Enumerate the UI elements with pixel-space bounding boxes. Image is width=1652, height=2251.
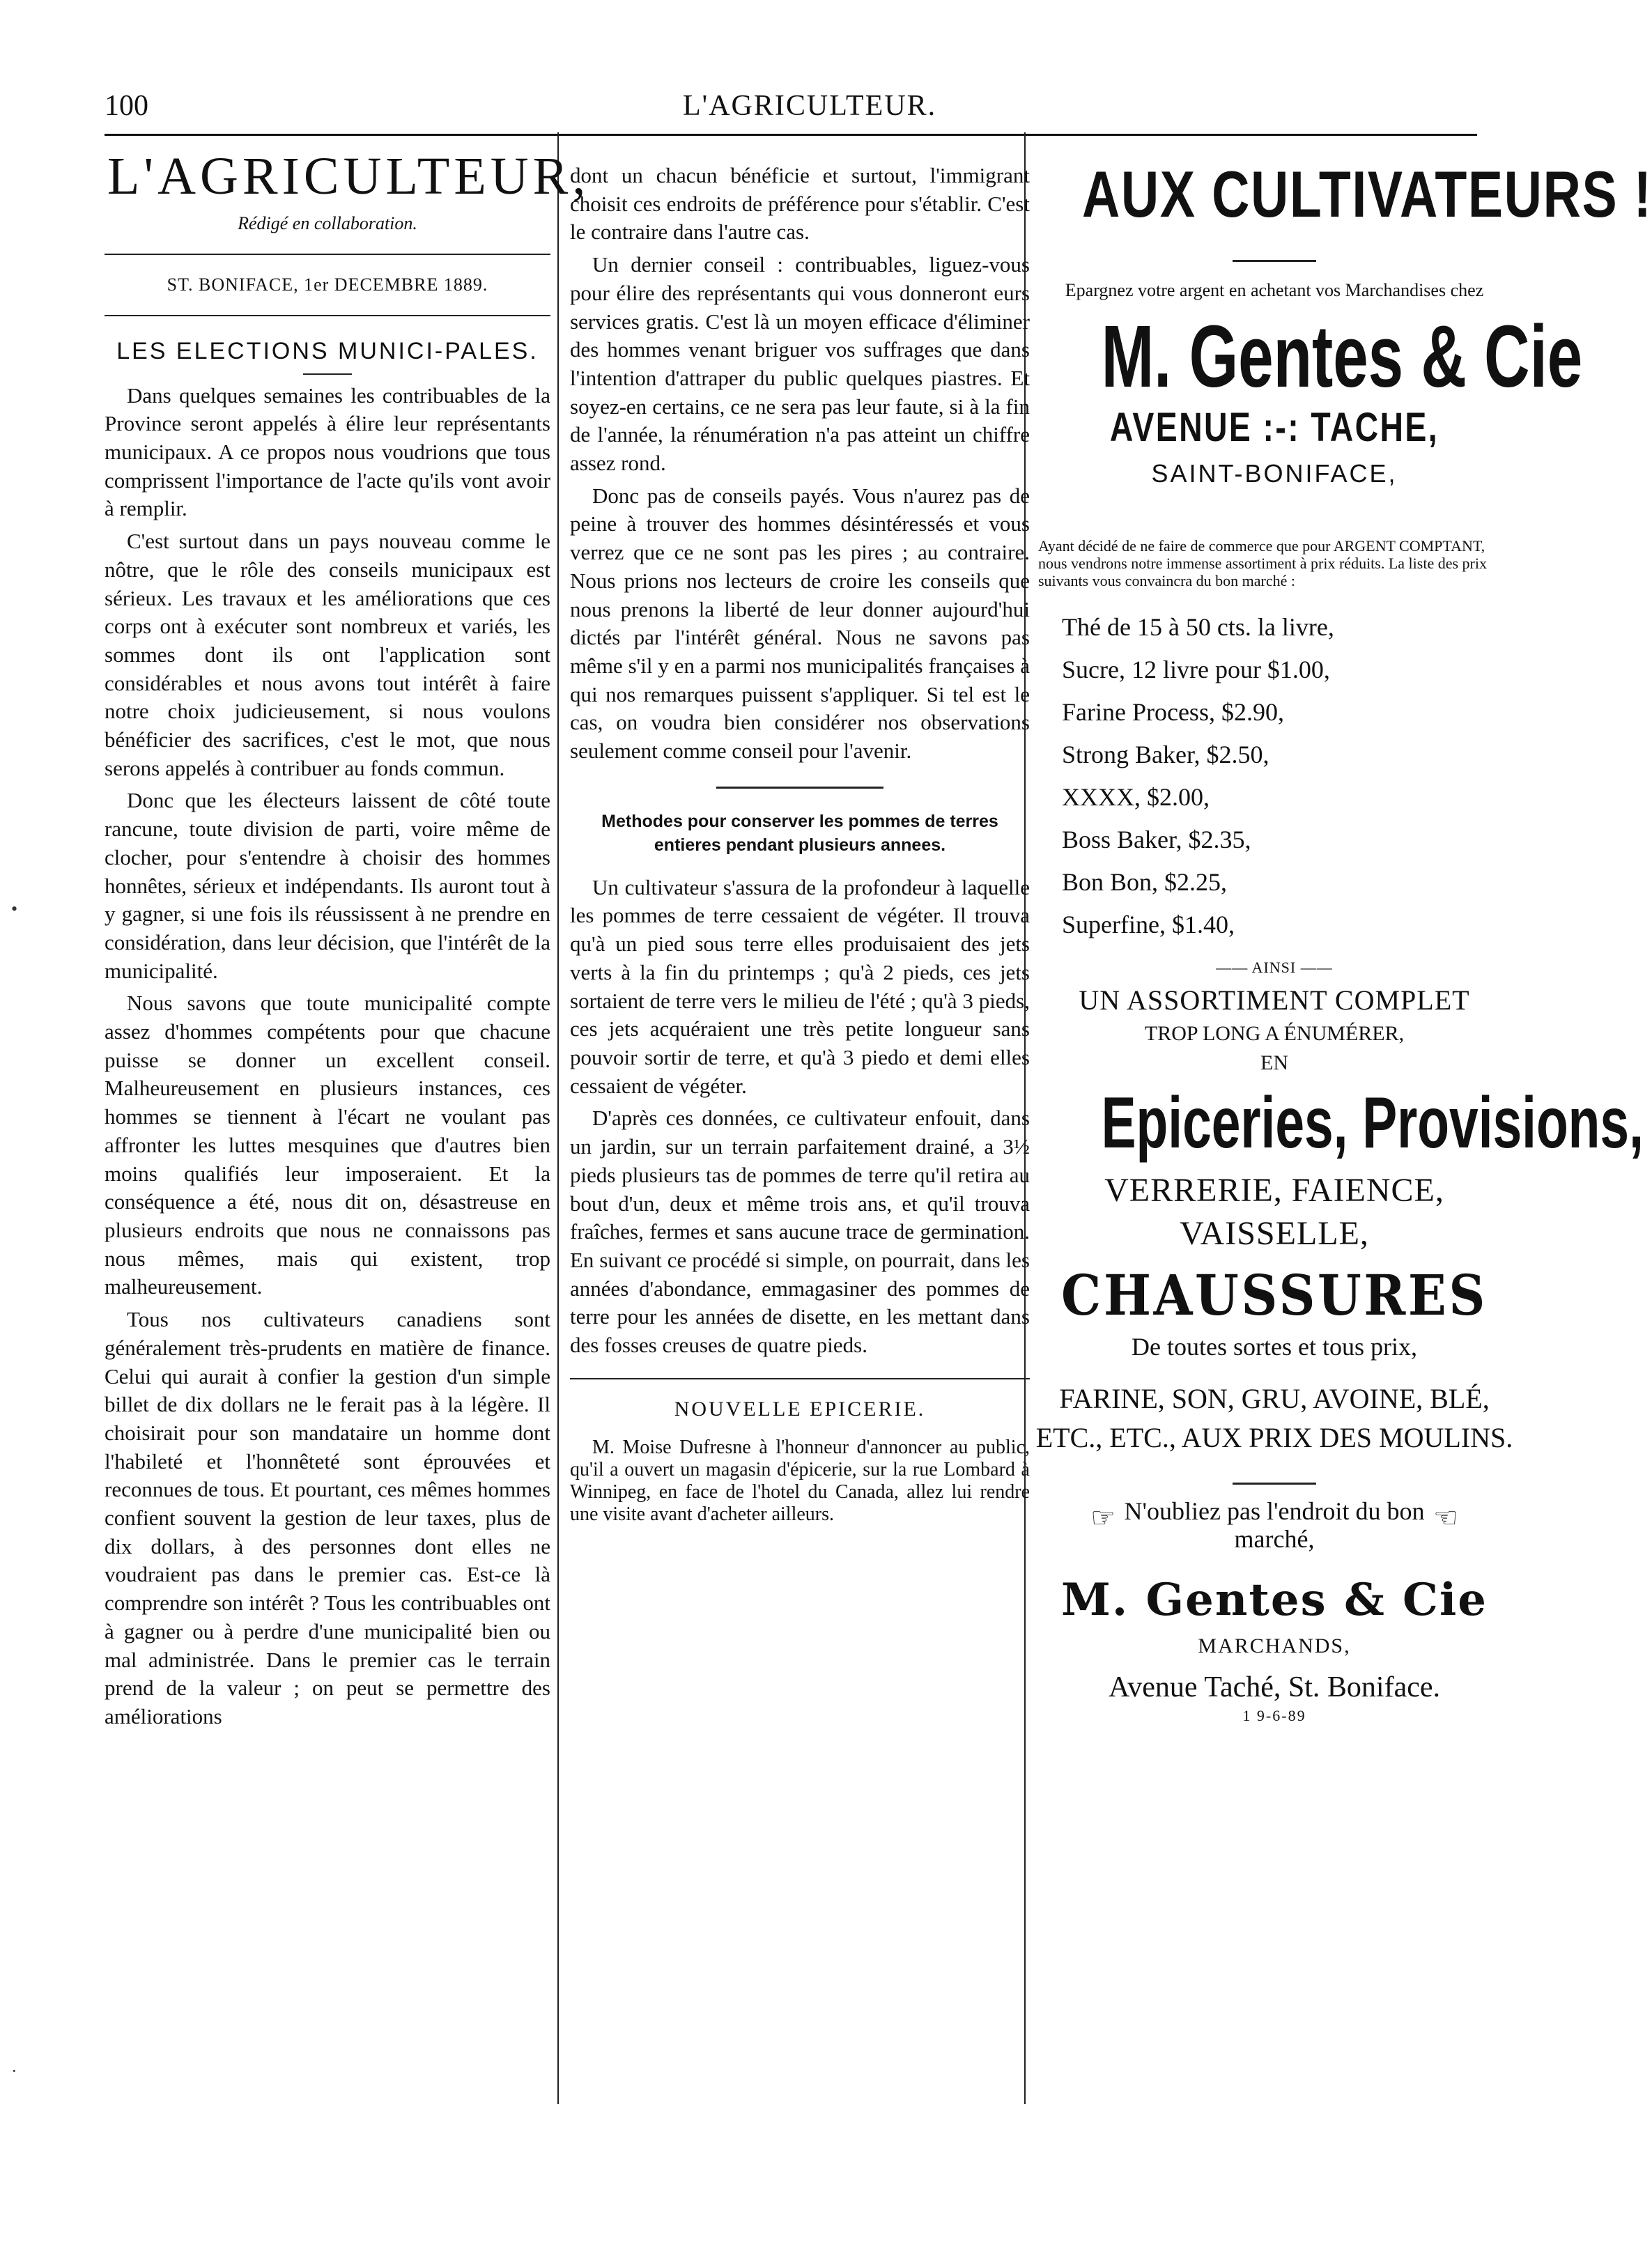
divider xyxy=(303,373,352,375)
ad-assortment: UN ASSORTIMENT COMPLET xyxy=(1079,984,1470,1016)
pointing-hand-left-icon: ☜ xyxy=(1433,1501,1458,1533)
article-paragraph: Donc que les électeurs laissent de côté toute rancune, toute division de parti, voire même de clocher, pour s'entendre à choisir des hommes honnêtes, sérieux et indépendants. Ils auront tout à y gagner, si une fois ils réussissent à ne prendre en considération, dans leur décision, que l'intérêt de la municipalité. xyxy=(105,788,550,983)
article-paragraph: Un dernier conseil : contribuables, liguez-vous pour élire des représentants qui vous donneront eurs services gratis. C'est là un moyen efficace d'éliminer des hommes venant briguer vos suffrages que dans l'intention d'attraper du public quelques piastres. Et soyez-en certains, ce ne sera pas leur faute, si à la fin de l'année, la rénumération n'a pas atteint un chiffre assez rond. xyxy=(570,252,1030,476)
pointing-hand-right-icon: ☞ xyxy=(1090,1501,1116,1533)
ad-verrerie: VERRERIE, FAIENCE, VAISSELLE, xyxy=(1104,1171,1444,1252)
ad-marchands: MARCHANDS, xyxy=(1198,1634,1351,1657)
ad-avenue: AVENUE :-: TACHE, xyxy=(1109,404,1439,450)
price-item: Strong Baker, $2.50, xyxy=(1062,740,1269,768)
price-item: Farine Process, $2.90, xyxy=(1062,697,1284,726)
ad-notice: Ayant décidé de ne faire de commerce que pour ARGENT COMPTANT, nous vendrons notre immense assortiment à prix réduits. La liste des prix suivants vous convaincra du bon marché : xyxy=(1038,536,1487,589)
price-item: Bon Bon, $2.25, xyxy=(1062,867,1228,896)
ad-address: Avenue Taché, St. Boniface. xyxy=(1108,1671,1440,1703)
divider xyxy=(1233,1483,1316,1485)
article-paragraph: Nous savons que toute municipalité compte assez d'hommes compétents pour que chacune puisse se donner un excellent conseil. Malheureusement en plusieurs instances, ces hommes se tiennent à l'écart ne voulant pas affronter les luttes mesquines que d'autres bien moins qualifiés leur imposeraient. Et la conséquence a été, nous dit on, désastreuse en plusieurs endroits que nous ne connaissons pas nous mêmes, mais qui existent, trop malheureusement. xyxy=(105,991,550,1299)
price-list xyxy=(1062,606,1515,946)
article-paragraph: dont un chacun bénéficie et surtout, l'immigrant choisit ces endroits de préférence pour s'établir. C'est le contraire dans l'autre cas. xyxy=(570,163,1030,245)
advertisement xyxy=(1034,146,1652,1725)
running-title: L'AGRICULTEUR. xyxy=(683,90,937,122)
ad-city: SAINT-BONIFACE, xyxy=(1151,458,1398,488)
article-heading: LES ELECTIONS MUNICI-PALES. xyxy=(116,337,539,364)
dateline: ST. BONIFACE, 1er DECEMBRE 1889. xyxy=(167,274,488,295)
methodes-paragraph: Un cultivateur s'assura de la profondeur à laquelle les pommes de terre cessaient de végéter. Il trouva qu'à un pied sous terre elles produisaient des jets verts à la fin du printemps ; qu'à 2 pieds, ces jets sortaient de terre vers le milieu de l'été ; qu'à 3 pieds, ces jets acquéraient une très petite longueur sans pouvoir sortir de terre, et qu'à 3 piedo et demi elles cessaient de végéter. xyxy=(570,874,1030,1098)
ad-reminder xyxy=(1034,1497,1515,1553)
margin-mark: • xyxy=(11,899,18,919)
margin-mark: · xyxy=(11,2061,17,2081)
ad-code: 1 9-6-89 xyxy=(1242,1706,1306,1724)
price-item: XXXX, $2.00, xyxy=(1062,782,1210,811)
price-item: Thé de 15 à 50 cts. la livre, xyxy=(1062,612,1334,641)
divider xyxy=(570,1378,1030,1379)
ad-reminder-text: N'oubliez pas l'endroit du bon marché, xyxy=(1124,1496,1425,1553)
masthead-subtitle: Rédigé en collaboration. xyxy=(238,212,417,233)
column-middle xyxy=(570,162,1030,1530)
epicerie-paragraph: M. Moise Dufresne à l'honneur d'annoncer au public, qu'il a ouvert un magasin d'épicerie, sur la rue Lombard à Winnipeg, en face de l'hotel du Canada, allez lui rendre une visite avant d'acheter ailleurs. xyxy=(570,1436,1030,1525)
divider xyxy=(105,315,550,316)
epicerie-heading: NOUVELLE EPICERIE. xyxy=(674,1397,926,1421)
ad-farine: FARINE, SON, GRU, AVOINE, BLÉ, ETC., ETC., AUX PRIX DES MOULINS. xyxy=(1035,1382,1513,1453)
article-paragraph: C'est surtout dans un pays nouveau comme le nôtre, que le rôle des conseils municipaux est sérieux. Les travaux et les améliorations que ces corps ont à exécuter sont nombreux et variés, les sommes dont ils ont l'application sont considérables et nous avons tout intérêt à faire notre choix judicieusement, si nous voulons bénéficier des sacrifices, c'est le mot, que nous serons appelés à contribuer au fonds commun. xyxy=(105,529,550,780)
ad-epiceries: Epiceries, Provisions, xyxy=(1101,1082,1644,1163)
ainsi-label: —— AINSI —— xyxy=(1216,958,1333,976)
ad-firm-name-small: M. Gentes & Cie xyxy=(1061,1573,1488,1626)
divider xyxy=(105,254,550,255)
divider xyxy=(716,787,883,789)
ad-intro: Epargnez votre argent en achetant vos Marchandises chez xyxy=(1065,279,1484,300)
article-paragraph: Tous nos cultivateurs canadiens sont généralement très-prudents en matière de finance. Celui qui aurait à confier la gestion d'un simple billet de dix dollars ne le ferait pas à la légère. Il choisirait pour son mandataire un homme dont l'habileté et l'honnêteté sont éprouvées et reconnues de tous. Et pourtant, ces mêmes hommes confient souvent la gestion de leur taxes, plus de dix dollars, à des personnes dont elles ne voudraient pas dans le premier cas. Est-ce là comprendre son intérêt ? Tous les contribuables ont à gagner ou à perdre d'une municipalité bien ou mal administrée. Dans le premier cas le terrain prend de la valeur ; on peut se permettre des améliorations xyxy=(105,1307,550,1728)
column-divider xyxy=(557,132,559,2104)
divider xyxy=(1233,260,1316,262)
price-item: Boss Baker, $2.35, xyxy=(1062,825,1251,853)
ad-firm-name: M. Gentes & Cie xyxy=(1101,307,1583,405)
article-paragraph: Dans quelques semaines les contribuables de la Province seront appelés à élire leur représentants municipaux. A ce propos nous voudrions que tous comprissent l'importance de l'acte qu'ils vont avoir à remplir. xyxy=(105,382,550,521)
ad-chaussures: CHAUSSURES xyxy=(1061,1262,1488,1328)
price-item: Sucre, 12 livre pour $1.00, xyxy=(1062,655,1330,683)
price-item: Superfine, $1.40, xyxy=(1062,910,1235,938)
article-paragraph: Donc pas de conseils payés. Vous n'aurez pas de peine à trouver des hommes désintéressés et vous verrez que ce ne sont pas les pires ; au contraire. Nous prions nos lecteurs de croire les conseils que nous prenons la liberté de leur donner aujourd'hui dictés par l'intérêt général. Nous ne savons pas même s'il y en a parmi nos municipalités françaises à qui nos remarques puissent s'appliquer. Si tel est le cas, on voudra bien considérer nos observations seulement comme conseil pour l'avenir. xyxy=(570,483,1030,764)
methodes-heading: Methodes pour conserver les pommes de terres entieres pendant plusieurs annees. xyxy=(601,811,998,855)
ad-sortes: De toutes sortes et tous prix, xyxy=(1132,1332,1417,1361)
ad-trop-long: TROP LONG A ÉNUMÉRER, xyxy=(1144,1021,1405,1045)
ad-headline: AUX CULTIVATEURS ! xyxy=(1082,157,1652,231)
header-rule xyxy=(105,134,1477,136)
column-left xyxy=(105,146,590,1735)
page-number: 100 xyxy=(105,90,148,122)
methodes-paragraph: D'après ces données, ce cultivateur enfouit, dans un jardin, sur un terrain parfaitement drainé, a 3½ pieds plusieurs tas de pommes de terre qu'il retira au bout d'un, deux et même trois ans, et qu'il trouva fraîches, fermes et sans aucune trace de germination. En suivant ce procédé si simple, on pourrait, dans les années d'abondance, emmagasiner des pommes de terre pour les années de disette, en les mettant dans des fosses creuses de quatre pieds. xyxy=(570,1106,1030,1358)
masthead: L'AGRICULTEUR, xyxy=(107,147,590,206)
ad-en: EN xyxy=(1260,1051,1288,1074)
page-header xyxy=(105,85,1477,131)
